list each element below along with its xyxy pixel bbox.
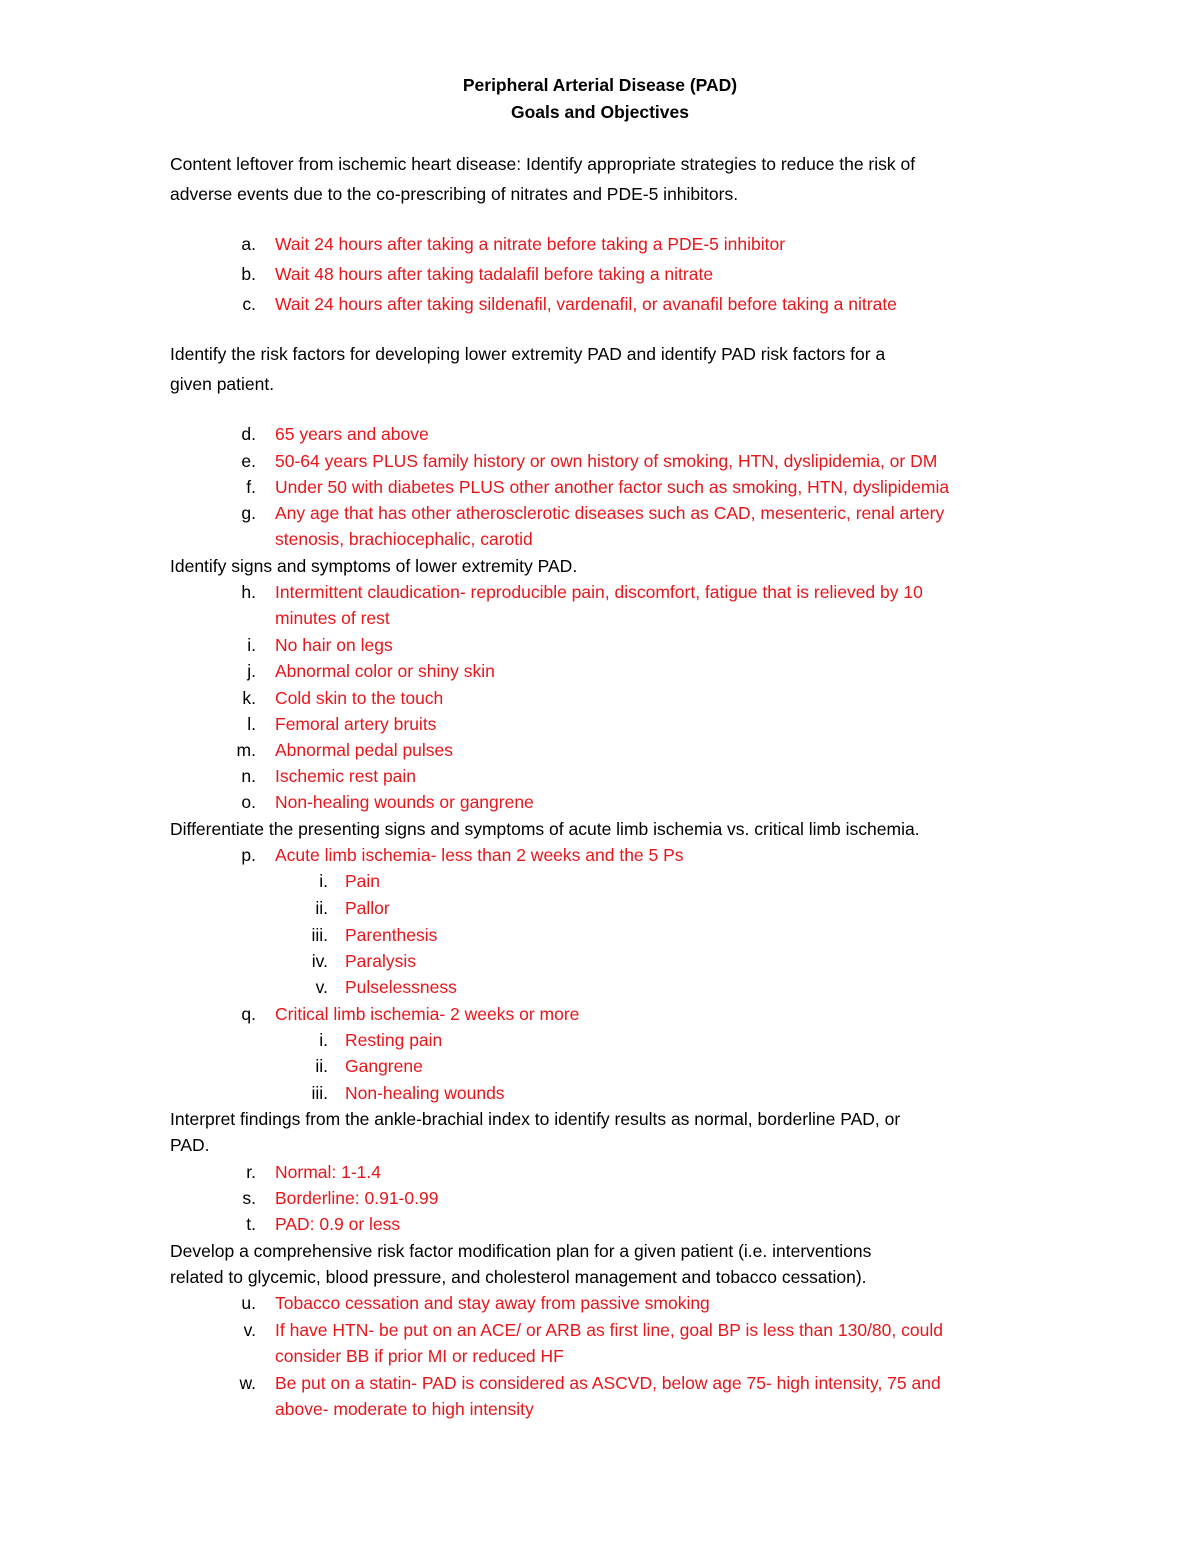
sub-item-label: i. (319, 1030, 328, 1050)
list-item-label: t. (246, 1214, 256, 1234)
list-item-label: v. (243, 1320, 256, 1340)
sub-item-label: iii. (311, 1083, 328, 1103)
list-item-text: Wait 48 hours after taking tadalafil before taking a nitrate (275, 264, 714, 284)
objective-heading: Develop a comprehensive risk factor modification plan for a given patient (i.e. interventions (170, 1241, 872, 1261)
list-item-text: Critical limb ischemia- 2 weeks or more (275, 1004, 580, 1024)
list-item-text: 65 years and above (275, 424, 429, 444)
list-item-label: g. (241, 503, 256, 523)
objective-heading: Interpret findings from the ankle-brachial index to identify results as normal, borderline PAD, or (170, 1109, 901, 1129)
list-item-label: k. (242, 688, 256, 708)
list-item-text-continued: above- moderate to high intensity (275, 1399, 534, 1419)
objective-heading: Identify the risk factors for developing lower extremity PAD and identify PAD risk factors for a (170, 344, 886, 364)
list-item-text: Under 50 with diabetes PLUS other another factor such as smoking, HTN, dyslipidemia (275, 477, 950, 497)
list-item-label: q. (241, 1004, 256, 1024)
list-item-label: o. (241, 792, 256, 812)
list-item-label: c. (242, 294, 256, 314)
sub-item-text: Resting pain (345, 1030, 443, 1050)
objective-heading: given patient. (170, 374, 275, 394)
list-item-label: i. (247, 635, 256, 655)
sub-item-text: Parenthesis (345, 925, 438, 945)
list-item-text: Intermittent claudication- reproducible pain, discomfort, fatigue that is relieved by 10 (275, 582, 923, 602)
list-item-label: h. (241, 582, 256, 602)
list-item-label: p. (241, 845, 256, 865)
sub-item-text: Gangrene (345, 1056, 423, 1076)
list-item-label: s. (242, 1188, 256, 1208)
sub-item-label: ii. (315, 1056, 328, 1076)
list-item-label: n. (241, 766, 256, 786)
list-item-text: Wait 24 hours after taking a nitrate before taking a PDE-5 inhibitor (275, 234, 786, 254)
list-item-label: r. (246, 1162, 256, 1182)
list-item-label: e. (241, 451, 256, 471)
list-item-text-continued: stenosis, brachiocephalic, carotid (275, 529, 533, 549)
list-item-label: a. (241, 234, 256, 254)
list-item-label: b. (241, 264, 256, 284)
list-item-label: u. (241, 1293, 256, 1313)
list-item-text: No hair on legs (275, 635, 393, 655)
list-item-text: Abnormal pedal pulses (275, 740, 454, 760)
document-title: Peripheral Arterial Disease (PAD) (462, 75, 738, 95)
list-item-text: Wait 24 hours after taking sildenafil, vardenafil, or avanafil before taking a nitrate (275, 294, 897, 314)
objective-heading: adverse events due to the co-prescribing of nitrates and PDE-5 inhibitors. (170, 184, 739, 204)
objective-heading: Differentiate the presenting signs and symptoms of acute limb ischemia vs. critical limb ischemia. (170, 819, 920, 839)
sub-item-label: ii. (315, 898, 328, 918)
list-item-text: Be put on a statin- PAD is considered as ASCVD, below age 75- high intensity, 75 and (275, 1373, 941, 1393)
list-item-text: If have HTN- be put on an ACE/ or ARB as first line, goal BP is less than 130/80, could (275, 1320, 943, 1340)
list-item-label: m. (236, 740, 256, 760)
list-item-text: Tobacco cessation and stay away from passive smoking (275, 1293, 710, 1313)
list-item-text: 50-64 years PLUS family history or own history of smoking, HTN, dyslipidemia, or DM (275, 451, 938, 471)
sub-item-label: iii. (311, 925, 328, 945)
list-item-text: Borderline: 0.91-0.99 (275, 1188, 439, 1208)
objective-heading: PAD. (170, 1135, 210, 1155)
list-item-text: Ischemic rest pain (275, 766, 417, 786)
list-item-text: Femoral artery bruits (275, 714, 437, 734)
list-item-text: Normal: 1-1.4 (275, 1162, 382, 1182)
objective-heading: related to glycemic, blood pressure, and cholesterol management and tobacco cessation). (170, 1267, 867, 1287)
sub-item-text: Non-healing wounds (345, 1083, 505, 1103)
list-item-text: Any age that has other atherosclerotic diseases such as CAD, mesenteric, renal artery (275, 503, 945, 523)
list-item-text: Cold skin to the touch (275, 688, 444, 708)
list-item-label: d. (241, 424, 256, 444)
list-item-text: Acute limb ischemia- less than 2 weeks and the 5 Ps (275, 845, 684, 865)
list-item-text: PAD: 0.9 or less (275, 1214, 401, 1234)
objective-heading: Content leftover from ischemic heart disease: Identify appropriate strategies to reduce the risk of (170, 154, 916, 174)
list-item-text: Non-healing wounds or gangrene (275, 792, 534, 812)
sub-item-label: i. (319, 871, 328, 891)
list-item-text-continued: consider BB if prior MI or reduced HF (275, 1346, 564, 1366)
list-item-label: j. (247, 661, 256, 681)
list-item-text: Abnormal color or shiny skin (275, 661, 495, 681)
list-item-label: f. (246, 477, 256, 497)
objective-heading: Identify signs and symptoms of lower extremity PAD. (170, 556, 578, 576)
sub-item-text: Pain (345, 871, 381, 891)
document-subtitle: Goals and Objectives (511, 102, 689, 122)
sub-item-text: Pallor (345, 898, 390, 918)
list-item-label: l. (247, 714, 256, 734)
list-item-text-continued: minutes of rest (275, 608, 390, 628)
sub-item-label: v. (315, 977, 328, 997)
list-item-label: w. (239, 1373, 256, 1393)
sub-item-text: Paralysis (345, 951, 416, 971)
sub-item-label: iv. (311, 951, 328, 971)
sub-item-text: Pulselessness (345, 977, 457, 997)
